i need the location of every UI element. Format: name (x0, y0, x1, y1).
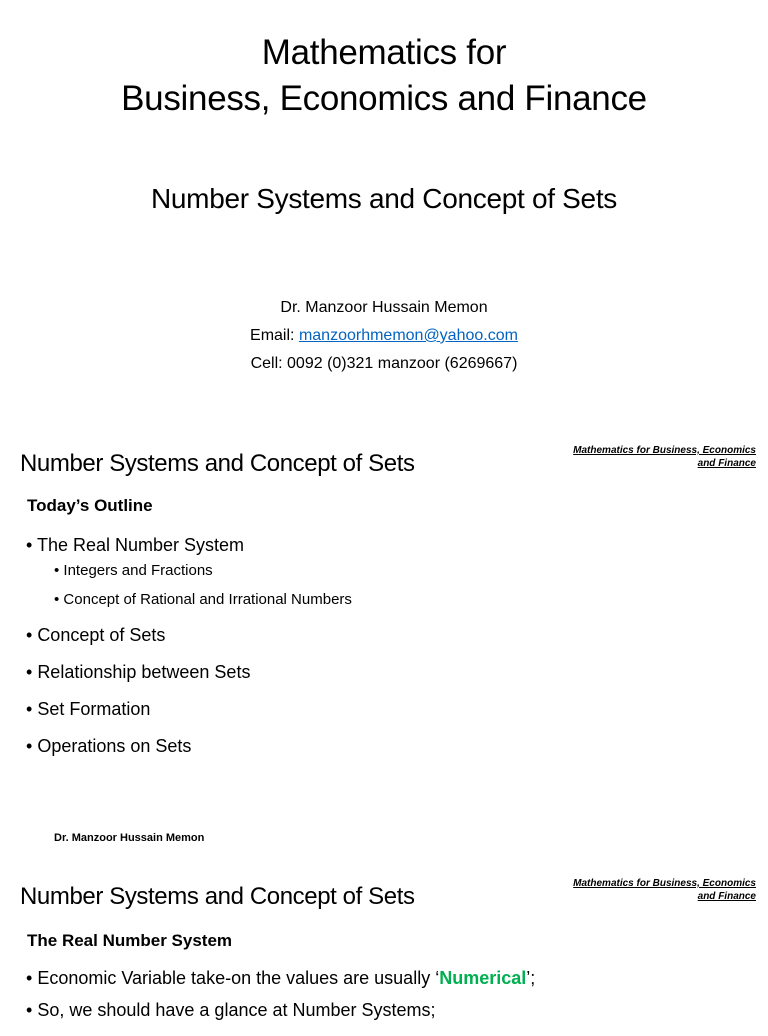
real-number-slide (0, 870, 768, 1024)
sub-list-item: • Integers and Fractions (54, 562, 352, 580)
list-item: • Set Formation (26, 698, 352, 720)
sub-list-item: • Concept of Rational and Irrational Numbers (54, 591, 352, 609)
highlight-text: Numerical (439, 968, 527, 988)
cell-line: Cell: 0092 (0)321 manzoor (6269667) (250, 355, 518, 372)
course-tag-line-2: and Finance (697, 458, 756, 469)
slide-title: Number Systems and Concept of Sets (20, 883, 415, 910)
list-item (26, 534, 352, 609)
email-link[interactable]: manzoorhmemon@yahoo.com (298, 327, 518, 344)
list-item: • Concept of Sets (26, 624, 352, 646)
bullet-text-pre: Economic Variable take-on the values are usually ‘ (37, 968, 440, 988)
author-name: Dr. Manzoor Hussain Memon (280, 299, 488, 316)
course-tag-line-2: and Finance (697, 891, 756, 902)
title-line-1: Mathematics for (261, 33, 507, 72)
sub-list (54, 562, 352, 609)
outline-list (26, 534, 352, 772)
course-tag-line-1: Mathematics for Business, Economics (573, 445, 756, 456)
presentation-subtitle: Number Systems and Concept of Sets (150, 183, 618, 214)
slide-footer: Dr. Manzoor Hussain Memon (54, 832, 205, 844)
email-line (0, 322, 768, 350)
outline-heading: Today’s Outline (27, 496, 153, 515)
bullet-text: The Real Number System (36, 535, 245, 555)
course-tag-line-1: Mathematics for Business, Economics (573, 878, 756, 889)
course-tag (566, 444, 756, 470)
list-item: • So, we should have a glance at Number Systems; (26, 999, 535, 1021)
title-slide (0, 0, 768, 420)
course-tag (566, 877, 756, 903)
list-item: • Relationship between Sets (26, 661, 352, 683)
title-line-2: Business, Economics and Finance (121, 79, 647, 118)
list-item (26, 967, 535, 989)
section-heading: The Real Number System (27, 931, 233, 950)
bullet-text-post: ’; (526, 968, 536, 988)
contact-block (0, 294, 768, 378)
outline-slide (0, 430, 768, 850)
list-item: • Operations on Sets (26, 735, 352, 757)
bullet-list (26, 967, 535, 1036)
presentation-title (0, 30, 768, 122)
slide-title: Number Systems and Concept of Sets (20, 450, 415, 477)
email-label: Email: (250, 327, 299, 344)
